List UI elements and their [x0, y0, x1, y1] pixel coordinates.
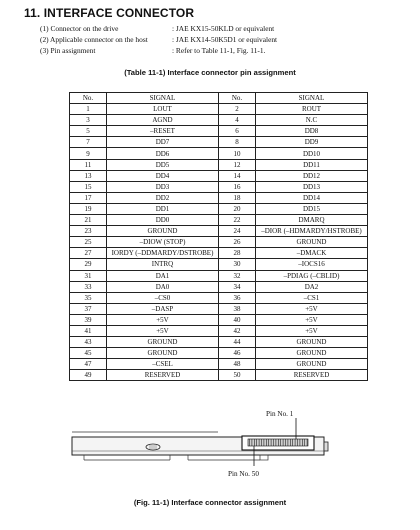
signal-cell: +5V: [107, 325, 219, 336]
signal-cell: DD5: [107, 159, 219, 170]
signal-cell: INTRQ: [107, 259, 219, 270]
signal-cell: DD9: [256, 137, 368, 148]
pin-number-cell: 28: [219, 248, 256, 259]
pin-number-cell: 36: [219, 292, 256, 303]
signal-cell: DD6: [107, 148, 219, 159]
signal-cell: DD0: [107, 215, 219, 226]
signal-cell: –CSEL: [107, 359, 219, 370]
table-row: [70, 115, 368, 126]
connector-drawing: [60, 408, 360, 490]
signal-cell: DMARQ: [256, 215, 368, 226]
pin-number-cell: 35: [70, 292, 107, 303]
section-heading: 11. INTERFACE CONNECTOR: [24, 6, 195, 20]
pin-number-cell: 42: [219, 325, 256, 336]
signal-cell: GROUND: [107, 337, 219, 348]
signal-cell: GROUND: [256, 359, 368, 370]
signal-cell: –IOCS16: [256, 259, 368, 270]
pin-number-cell: 26: [219, 237, 256, 248]
signal-cell: DD15: [256, 203, 368, 214]
column-header-no: No.: [70, 93, 107, 104]
pin-number-cell: 25: [70, 237, 107, 248]
pin-number-cell: 5: [70, 126, 107, 137]
pin-number-cell: 4: [219, 115, 256, 126]
pin-number-cell: 7: [70, 137, 107, 148]
signal-cell: DD1: [107, 203, 219, 214]
signal-cell: –CS1: [256, 292, 368, 303]
table-row: [70, 237, 368, 248]
table-row: [70, 337, 368, 348]
pin-number-cell: 21: [70, 215, 107, 226]
spec-value: : JAE KX14-50K5D1 or equivalent: [172, 35, 278, 44]
pin-number-cell: 38: [219, 303, 256, 314]
signal-cell: N.C: [256, 115, 368, 126]
table-caption: (Table 11-1) Interface connector pin assignment: [124, 68, 296, 77]
pin-number-cell: 2: [219, 104, 256, 115]
pin-number-cell: 48: [219, 359, 256, 370]
signal-cell: DA1: [107, 270, 219, 281]
table-row: [70, 104, 368, 115]
table-row: [70, 203, 368, 214]
signal-cell: AGND: [107, 115, 219, 126]
table-row: [70, 248, 368, 259]
pin-number-cell: 44: [219, 337, 256, 348]
signal-cell: DD3: [107, 181, 219, 192]
column-header-signal: SIGNAL: [256, 93, 368, 104]
table-row: [70, 348, 368, 359]
pin-number-cell: 32: [219, 270, 256, 281]
pin-number-cell: 46: [219, 348, 256, 359]
table-row: [70, 126, 368, 137]
table-row: [70, 281, 368, 292]
pin1-label: Pin No. 1: [266, 410, 294, 418]
signal-cell: DD14: [256, 192, 368, 203]
signal-cell: +5V: [256, 325, 368, 336]
spec-value: : JAE KX15-50KLD or equivalent: [172, 24, 275, 33]
pin-number-cell: 17: [70, 192, 107, 203]
signal-cell: –RESET: [107, 126, 219, 137]
pin-number-cell: 29: [70, 259, 107, 270]
signal-cell: –PDIAG (–CBLID): [256, 270, 368, 281]
spec-row-pin-assignment: [40, 45, 277, 56]
pin-number-cell: 12: [219, 159, 256, 170]
table-row: [70, 259, 368, 270]
pin-number-cell: 30: [219, 259, 256, 270]
pin-number-cell: 13: [70, 170, 107, 181]
signal-cell: GROUND: [107, 348, 219, 359]
pin-number-cell: 16: [219, 181, 256, 192]
pin-number-cell: 3: [70, 115, 107, 126]
signal-cell: RESERVED: [256, 370, 368, 381]
pin-number-cell: 1: [70, 104, 107, 115]
signal-cell: DD8: [256, 126, 368, 137]
pin-number-cell: 31: [70, 270, 107, 281]
spec-label: (1) Connector on the drive: [40, 24, 119, 33]
signal-cell: –CS0: [107, 292, 219, 303]
pin-number-cell: 18: [219, 192, 256, 203]
signal-cell: LOUT: [107, 104, 219, 115]
signal-cell: GROUND: [256, 337, 368, 348]
signal-cell: ROUT: [256, 104, 368, 115]
table-row: [70, 359, 368, 370]
signal-cell: DA2: [256, 281, 368, 292]
table-row: [70, 292, 368, 303]
spec-value: : Refer to Table 11-1, Fig. 11-1.: [172, 46, 266, 55]
figure-caption: (Fig. 11-1) Interface connector assignment: [133, 498, 287, 507]
signal-cell: DD2: [107, 192, 219, 203]
table-row: [70, 370, 368, 381]
signal-cell: DD7: [107, 137, 219, 148]
pin-number-cell: 15: [70, 181, 107, 192]
table-row: [70, 325, 368, 336]
pin-number-cell: 23: [70, 226, 107, 237]
pin-number-cell: 39: [70, 314, 107, 325]
column-header-no: No.: [219, 93, 256, 104]
signal-cell: IORDY (–DDMARDY/DSTROBE): [107, 248, 219, 259]
pin-number-cell: 41: [70, 325, 107, 336]
table-row: [70, 137, 368, 148]
pin-number-cell: 33: [70, 281, 107, 292]
pin-number-cell: 40: [219, 314, 256, 325]
spec-row-host-connector: [40, 34, 277, 45]
pin50-label: Pin No. 50: [228, 470, 259, 478]
signal-cell: –DIOR (–HDMARDY/HSTROBE): [256, 226, 368, 237]
signal-cell: DD13: [256, 181, 368, 192]
signal-cell: DD4: [107, 170, 219, 181]
table-row: [70, 170, 368, 181]
pin-number-cell: 10: [219, 148, 256, 159]
signal-cell: RESERVED: [107, 370, 219, 381]
pin-number-cell: 49: [70, 370, 107, 381]
spec-label: (3) Pin assignment: [40, 46, 96, 55]
signal-cell: DD10: [256, 148, 368, 159]
connector-spec-list: [40, 23, 277, 56]
signal-cell: +5V: [256, 314, 368, 325]
pin-assignment-table: [69, 92, 368, 381]
table-row: [70, 303, 368, 314]
column-header-signal: SIGNAL: [107, 93, 219, 104]
table-row: [70, 181, 368, 192]
pin-number-cell: 9: [70, 148, 107, 159]
table-row: [70, 148, 368, 159]
table-row: [70, 314, 368, 325]
pin-number-cell: 37: [70, 303, 107, 314]
pin-number-cell: 19: [70, 203, 107, 214]
table-body: [70, 104, 368, 381]
pin-number-cell: 24: [219, 226, 256, 237]
signal-cell: GROUND: [256, 348, 368, 359]
spec-label: (2) Applicable connector on the host: [40, 35, 148, 44]
pin-number-cell: 22: [219, 215, 256, 226]
table-row: [70, 226, 368, 237]
table-row: [70, 159, 368, 170]
pin-number-cell: 8: [219, 137, 256, 148]
signal-cell: DA0: [107, 281, 219, 292]
signal-cell: GROUND: [256, 237, 368, 248]
pin-number-cell: 47: [70, 359, 107, 370]
pin-number-cell: 14: [219, 170, 256, 181]
signal-cell: –DMACK: [256, 248, 368, 259]
pin-number-cell: 11: [70, 159, 107, 170]
table-header-row: [70, 93, 368, 104]
signal-cell: DD11: [256, 159, 368, 170]
signal-cell: GROUND: [107, 226, 219, 237]
table-row: [70, 215, 368, 226]
signal-cell: +5V: [107, 314, 219, 325]
table-row: [70, 192, 368, 203]
pin-number-cell: 34: [219, 281, 256, 292]
signal-cell: +5V: [256, 303, 368, 314]
pin-number-cell: 27: [70, 248, 107, 259]
pin-number-cell: 45: [70, 348, 107, 359]
pin-number-cell: 20: [219, 203, 256, 214]
pin-number-cell: 43: [70, 337, 107, 348]
spec-row-drive-connector: [40, 23, 277, 34]
signal-cell: –DASP: [107, 303, 219, 314]
pin-number-cell: 6: [219, 126, 256, 137]
pin-number-cell: 50: [219, 370, 256, 381]
signal-cell: DD12: [256, 170, 368, 181]
table-row: [70, 270, 368, 281]
signal-cell: –DIOW (STOP): [107, 237, 219, 248]
